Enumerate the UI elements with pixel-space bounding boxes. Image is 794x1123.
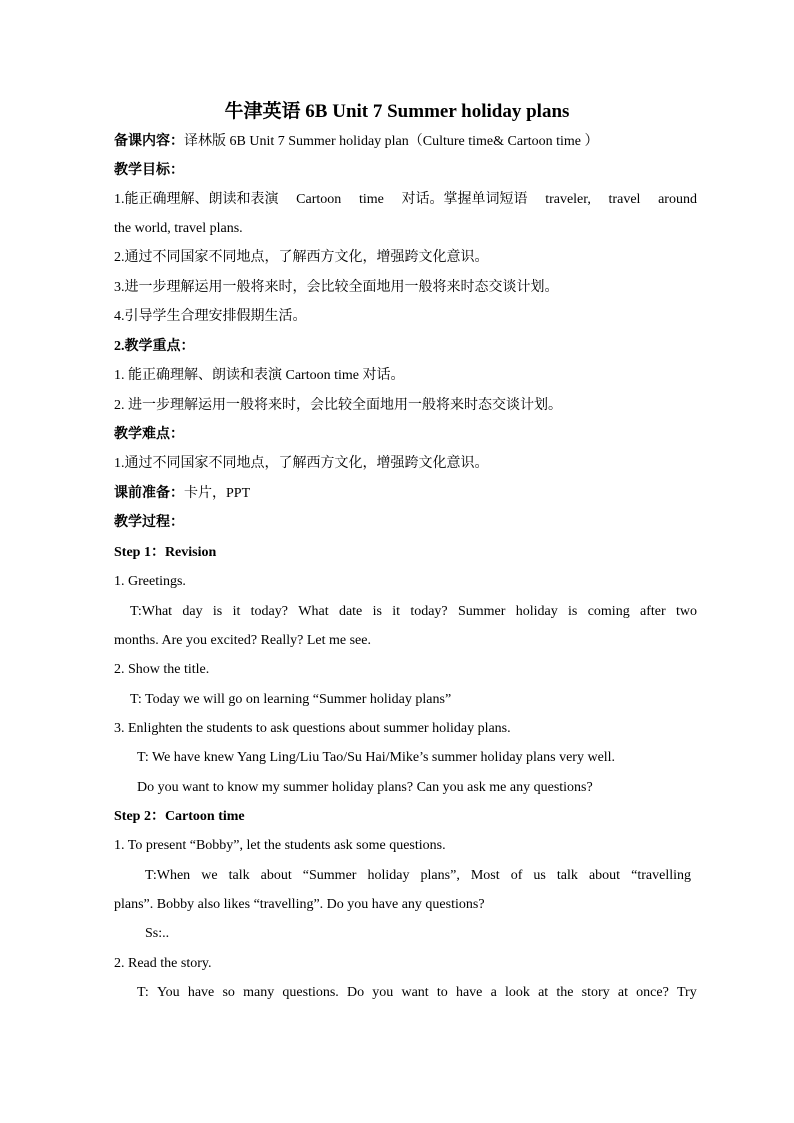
- objective-1-line-2: the world, travel plans.: [114, 221, 243, 236]
- preparation-label: 课前准备：: [114, 486, 184, 501]
- prep-content-line: [114, 132, 599, 152]
- preparation-text: 卡片，PPT: [184, 486, 251, 501]
- difficulties-heading: 教学难点：: [114, 427, 184, 442]
- word: look: [505, 985, 530, 1000]
- preparation-line: [114, 484, 250, 504]
- word: plans”,: [420, 868, 460, 883]
- word: coming: [587, 604, 630, 619]
- objectives-heading: 教学目标：: [114, 163, 184, 178]
- objective-3: 3.进一步理解运用一般将来时，会比较全面地用一般将来时态交谈计划。: [114, 280, 559, 295]
- word: date: [338, 604, 363, 619]
- word: a: [490, 985, 497, 1000]
- word: is: [372, 604, 382, 619]
- prep-content-text: 译林版 6B Unit 7 Summer holiday plan（Culture time& Cartoon time ）: [184, 134, 599, 149]
- prep-content-label: 备课内容：: [114, 134, 184, 149]
- word: traveler,: [545, 192, 591, 207]
- word: is: [212, 604, 223, 619]
- key-points-heading: 2.教学重点：: [114, 339, 195, 354]
- word: we: [201, 868, 218, 883]
- word: at: [617, 985, 628, 1000]
- word: “Summer: [302, 868, 357, 883]
- word: it: [392, 604, 401, 619]
- word: T:When: [145, 868, 191, 883]
- step1-item-1: 1. Greetings.: [114, 574, 186, 589]
- word: around: [658, 192, 697, 207]
- word: many: [243, 985, 275, 1000]
- step2-item2-text-line-1: [137, 983, 697, 1003]
- step2-item-2: 2. Read the story.: [114, 956, 212, 971]
- step1-item1-text-line-1: [130, 602, 697, 622]
- word: about: [260, 868, 292, 883]
- word: want: [401, 985, 429, 1000]
- step1-item-3: 3. Enlighten the students to ask questions about summer holiday plans.: [114, 721, 511, 736]
- step1-heading: Step 1：Revision: [114, 545, 217, 560]
- word: of: [510, 868, 523, 883]
- word: today?: [410, 604, 448, 619]
- word: once?: [636, 985, 669, 1000]
- word: to: [436, 985, 448, 1000]
- word: T:: [137, 985, 149, 1000]
- step2-item1-ss: Ss:..: [145, 926, 170, 941]
- word: 1.能正确理解、朗读和表演: [114, 192, 279, 207]
- objective-1-line-1: [114, 190, 697, 210]
- word: so: [222, 985, 235, 1000]
- word: talk: [228, 868, 250, 883]
- step2-item1-text-line-1: [145, 866, 691, 886]
- word: story: [581, 985, 610, 1000]
- word: holiday: [367, 868, 410, 883]
- word: two: [675, 604, 697, 619]
- document-title: 牛津英语 6B Unit 7 Summer holiday plans: [224, 101, 570, 122]
- difficulty-1: 1.通过不同国家不同地点，了解西方文化，增强跨文化意识。: [114, 456, 489, 471]
- objective-2: 2.通过不同国家不同地点，了解西方文化，增强跨文化意识。: [114, 250, 489, 265]
- word: Most: [470, 868, 500, 883]
- word: holiday: [515, 604, 558, 619]
- word: it: [232, 604, 241, 619]
- word: questions.: [282, 985, 339, 1000]
- word: at: [538, 985, 549, 1000]
- process-heading: 教学过程：: [114, 515, 184, 530]
- word: us: [533, 868, 546, 883]
- word: you: [372, 985, 394, 1000]
- word: 对话。掌握单词短语: [401, 192, 528, 207]
- word: Try: [677, 985, 697, 1000]
- word: What: [298, 604, 329, 619]
- word: Summer: [457, 604, 506, 619]
- word: travel: [608, 192, 641, 207]
- key-point-1: 1. 能正确理解、朗读和表演 Cartoon time 对话。: [114, 368, 405, 383]
- word: day: [182, 604, 203, 619]
- step1-item3-text-line-2: Do you want to know my summer holiday plans? Can you ask me any questions?: [137, 780, 593, 795]
- word: You: [156, 985, 180, 1000]
- word: T:What: [130, 604, 173, 619]
- step1-item1-text-line-2: months. Are you excited? Really? Let me see.: [114, 633, 371, 648]
- word: talk: [556, 868, 578, 883]
- word: the: [556, 985, 574, 1000]
- word: Cartoon: [296, 192, 342, 207]
- step1-item-2: 2. Show the title.: [114, 662, 210, 677]
- word: is: [568, 604, 578, 619]
- word: Do: [346, 985, 365, 1000]
- step1-item2-text: T: Today we will go on learning “Summer holiday plans”: [130, 692, 452, 707]
- word: have: [455, 985, 483, 1000]
- word: “travelling: [631, 868, 691, 883]
- word: today?: [250, 604, 288, 619]
- objective-4: 4.引导学生合理安排假期生活。: [114, 309, 307, 324]
- step1-item3-text-line-1: T: We have knew Yang Ling/Liu Tao/Su Hai/Mike’s summer holiday plans very well.: [137, 750, 616, 765]
- key-point-2: 2. 进一步理解运用一般将来时，会比较全面地用一般将来时态交谈计划。: [114, 398, 562, 413]
- step2-item1-text-line-2: plans”. Bobby also likes “travelling”. Do you have any questions?: [114, 897, 485, 912]
- step2-heading: Step 2：Cartoon time: [114, 809, 245, 824]
- word: after: [640, 604, 666, 619]
- step2-item-1: 1. To present “Bobby”, let the students ask some questions.: [114, 838, 446, 853]
- word: have: [187, 985, 215, 1000]
- word: about: [588, 868, 621, 883]
- word: time: [358, 192, 384, 207]
